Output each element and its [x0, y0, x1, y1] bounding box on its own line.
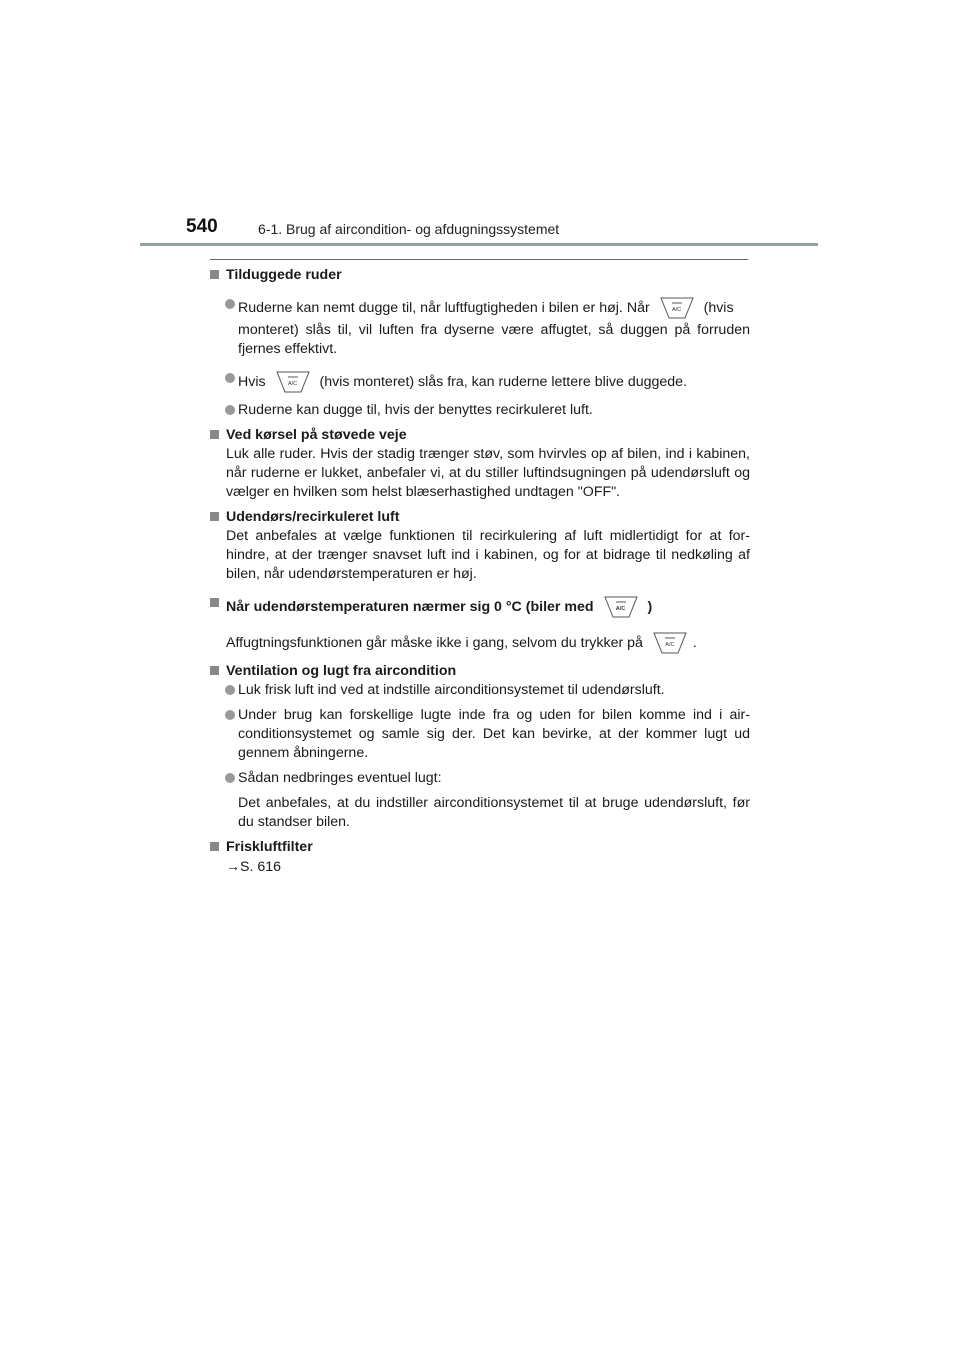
section-heading: Ventilation og lugt fra aircondition [210, 662, 750, 681]
round-bullet-icon [225, 685, 235, 695]
section-body: Det anbefales at vælge funktionen til recirkulering af luft midlertidigt for at for-hindre, at der trænger snavset luft ind i kabinen, og for at bidrage til nedkøling af bilen, når udendørstemperaturen er høj. [226, 528, 750, 582]
section-body: Affugtningsfunktionen går måske ikke i gang, selvom du trykker på A/C . [210, 630, 750, 656]
bullet-item: Ruderne kan dugge til, hvis der benyttes recirkuleret luft. [210, 401, 750, 420]
bullet-item: Hvis A/C (hvis monteret) slås fra, kan ruderne lettere blive duggede. [210, 369, 750, 395]
page-content [210, 266, 750, 877]
square-bullet-icon [210, 598, 219, 607]
page-reference: →S. 616 [226, 858, 282, 875]
section-heading: Tilduggede ruder [210, 266, 750, 285]
bullet-item: Sådan nedbringes eventuel lugt: [210, 769, 750, 788]
ac-button-icon: A/C [274, 369, 312, 395]
ac-button-icon: A/C [651, 630, 689, 656]
section-divider [210, 259, 748, 260]
bullet-continuation: monteret) slås til, vil luften fra dyserne være affugtet, så duggen på forruden fjernes effektivt. [238, 322, 750, 357]
round-bullet-icon [225, 299, 235, 309]
section-body: Luk alle ruder. Hvis der stadig trænger støv, som hvirvles op af bilen, ind i kabinen, når ruderne er lukket, anbefaler vi, at du stiller luftindsugningen på udendørsluft og vælger en hvilken som helst blæserhastighed undtagen "OFF". [226, 446, 750, 500]
round-bullet-icon [225, 710, 235, 720]
section-heading: Ved kørsel på støvede veje [210, 426, 750, 445]
ac-button-icon: A/C [602, 594, 640, 620]
square-bullet-icon [210, 842, 219, 851]
square-bullet-icon [210, 666, 219, 675]
bullet-continuation: Det anbefales, at du indstiller airconditionsystemet til at bruge udendørsluft, før du standser bilen. [238, 795, 750, 830]
round-bullet-icon [225, 405, 235, 415]
bullet-item: Ruderne kan nemt dugge til, når luftfugtigheden i bilen er høj. Når A/C (hvis [210, 295, 750, 321]
round-bullet-icon [225, 773, 235, 783]
bullet-item: Luk frisk luft ind ved at indstille airconditionsystemet til udendørsluft. [210, 681, 750, 700]
section-heading: Udendørs/recirkuleret luft [210, 508, 750, 527]
round-bullet-icon [225, 373, 235, 383]
arrow-right-icon: → [226, 858, 240, 874]
chapter-title: 6-1. Brug af aircondition- og afdugningssystemet [258, 221, 560, 237]
ac-button-icon: A/C [658, 295, 696, 321]
square-bullet-icon [210, 512, 219, 521]
header-divider [140, 243, 818, 246]
section-heading: Når udendørstemperaturen nærmer sig 0 °C (biler med A/C ) [210, 594, 750, 620]
bullet-item: Under brug kan forskellige lugte inde fra og uden for bilen komme ind i air-conditionsystemet og samle sig der. Det kan bevirke, at der kommer lugt ud gennem åbningerne. [210, 706, 750, 763]
section-heading: Friskluftfilter [210, 838, 750, 857]
square-bullet-icon [210, 270, 219, 279]
square-bullet-icon [210, 430, 219, 439]
page-number: 540 [186, 216, 218, 237]
